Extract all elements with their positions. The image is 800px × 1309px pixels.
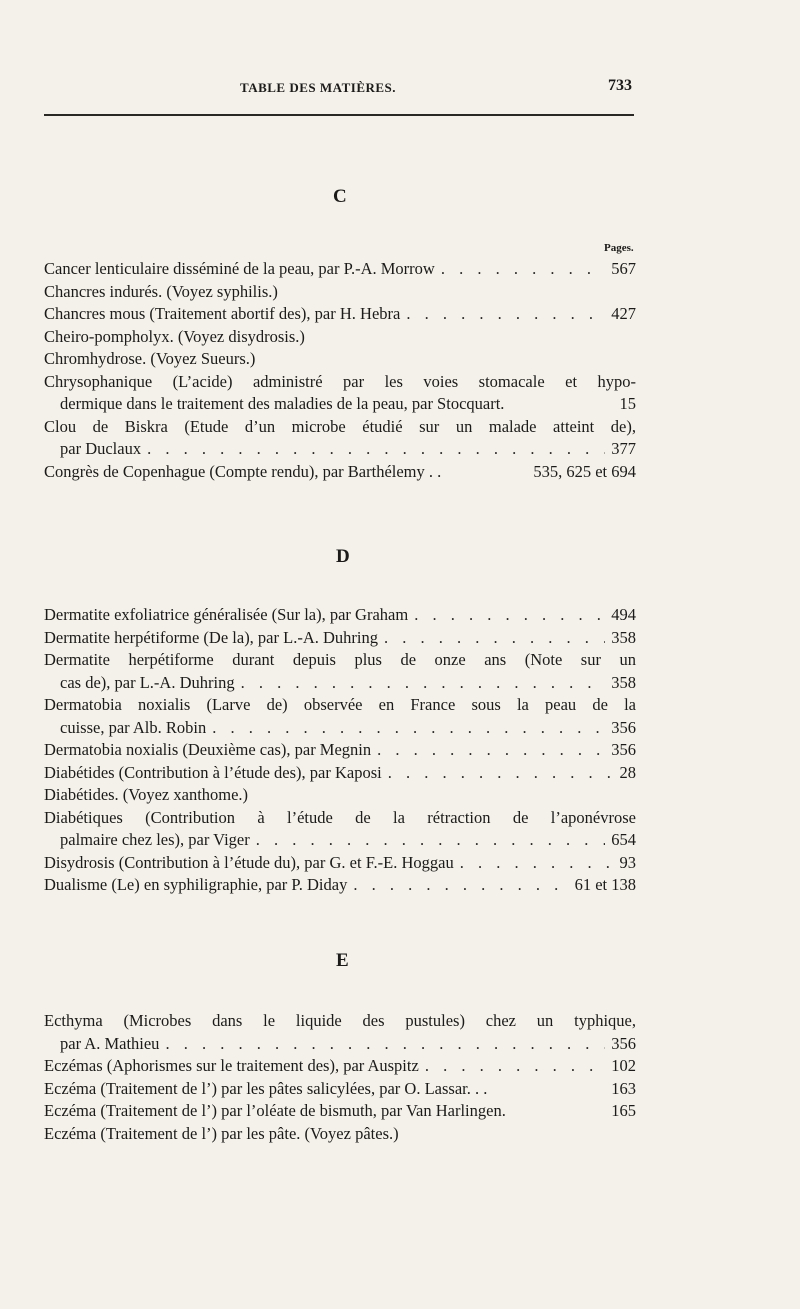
entry-page-number: 356 [611, 1033, 636, 1053]
dot-leader [256, 829, 606, 852]
section-letter-c: C [333, 186, 347, 207]
entry-text: cuisse, par Alb. Robin [60, 717, 207, 737]
dot-leader [384, 627, 605, 650]
index-entry [44, 348, 636, 371]
entry-page-number: 654 [611, 830, 636, 849]
entry-page-number: 358 [611, 627, 636, 647]
index-entry [44, 1123, 636, 1146]
entry-line [44, 371, 636, 394]
index-entry [44, 627, 636, 650]
dot-leader [441, 258, 605, 281]
entry-line [44, 326, 636, 349]
entry-line [44, 1123, 636, 1146]
section-c-entries [44, 258, 636, 483]
dot-leader [165, 1033, 605, 1056]
entry-text: Dualisme (Le) en syphiligraphie, par P. Diday [44, 875, 348, 894]
entry-text: dermique dans le traitement des maladies de la peau, par Stocquart. [60, 394, 505, 413]
entry-page-number: 93 [619, 852, 636, 872]
entry-text: Diabétides. (Voyez xanthome.) [44, 785, 249, 804]
entry-line [44, 303, 636, 326]
entry-text: Congrès de Copenhague (Compte rendu), par Barthélemy . . [44, 461, 442, 481]
entry-text: Chrysophanique (L’acide) administré par les voies stomacale et hypo- [44, 371, 636, 391]
entry-page-number: 163 [611, 1078, 636, 1098]
entry-text: Dermatobia noxialis (Deuxième cas), par Megnin [44, 740, 372, 759]
index-entry [44, 1010, 636, 1055]
entry-line [44, 852, 636, 875]
entry-page-number: 102 [611, 1056, 636, 1075]
dot-leader [414, 604, 605, 627]
entry-page-number: 494 [611, 605, 636, 624]
entry-text: Clou de Biskra (Etude d’un microbe étudié sur un malade atteint de), [44, 416, 636, 436]
entry-text: par A. Mathieu [60, 1033, 160, 1053]
running-header [44, 77, 632, 102]
entry-text: Eczéma (Traitement de l’) par les pâte. (Voyez pâtes.) [44, 1123, 399, 1143]
entry-text: par Duclaux [60, 439, 142, 458]
index-entry [44, 371, 636, 416]
entry-line [44, 1100, 636, 1123]
entry-text: Ecthyma (Microbes dans le liquide des pustules) chez un typhique, [44, 1011, 636, 1030]
entry-line [44, 461, 636, 484]
entry-page-number: 567 [611, 259, 636, 278]
entry-line [44, 649, 636, 672]
index-entry [44, 326, 636, 349]
index-entry [44, 461, 636, 484]
running-title: TABLE DES MATIÈRES. [240, 80, 397, 95]
entry-page-number: 61 et 138 [574, 875, 636, 894]
entry-line [44, 258, 636, 281]
header-rule [44, 114, 634, 116]
section-letter-d: D [336, 546, 350, 567]
entry-text: palmaire chez les), par Viger [60, 830, 250, 849]
entry-text: Dermatite herpétiforme (De la), par L.-A. Duhring [44, 627, 378, 647]
dot-leader [460, 852, 614, 875]
entry-text: Dermatobia noxialis (Larve de) observée en France sous la peau de la [44, 695, 636, 714]
entry-line [44, 672, 636, 695]
index-entry [44, 807, 636, 852]
dot-leader [241, 672, 606, 695]
entry-line [44, 717, 636, 740]
entry-line [44, 829, 636, 852]
section-letter-e: E [336, 950, 349, 971]
entry-text: Dermatite exfoliatrice généralisée (Sur la), par Graham [44, 605, 409, 624]
entry-line [44, 874, 636, 897]
dot-leader [388, 762, 614, 785]
entry-line [44, 1033, 636, 1056]
index-entry [44, 649, 636, 694]
entry-text: cas de), par L.-A. Duhring [60, 672, 235, 692]
index-entry [44, 1055, 636, 1078]
entry-page-number: 356 [611, 717, 636, 737]
index-entry [44, 852, 636, 875]
entry-text: Chromhydrose. (Voyez Sueurs.) [44, 349, 256, 368]
entry-line [44, 281, 636, 304]
entry-text: Dermatite herpétiforme durant depuis plus de onze ans (Note sur un [44, 650, 636, 669]
index-entry [44, 739, 636, 762]
index-entry [44, 258, 636, 281]
entry-text: Eczéma (Traitement de l’) par l’oléate de bismuth, par Van Harlingen. [44, 1101, 506, 1120]
entry-line [44, 416, 636, 439]
entry-text: Chancres indurés. (Voyez syphilis.) [44, 281, 278, 301]
entry-text: Eczéma (Traitement de l’) par les pâtes salicylées, par O. Lassar. . . [44, 1078, 488, 1098]
entry-line [44, 393, 636, 416]
entry-page-number: 377 [611, 439, 636, 458]
entry-page-number: 535, 625 et 694 [533, 461, 636, 481]
entry-page-number: 165 [611, 1101, 636, 1120]
section-d-entries [44, 604, 636, 897]
section-e-entries [44, 1010, 636, 1145]
dot-leader [406, 303, 605, 326]
entry-page-number: 15 [619, 394, 636, 413]
entry-page-number: 356 [611, 740, 636, 759]
index-entry [44, 416, 636, 461]
entry-line [44, 762, 636, 785]
dot-leader [353, 874, 568, 897]
entry-text: Chancres mous (Traitement abortif des), par H. Hebra [44, 304, 401, 323]
entry-page-number: 358 [611, 672, 636, 692]
dot-leader [212, 717, 605, 740]
entry-line [44, 739, 636, 762]
index-entry [44, 874, 636, 897]
entry-line [44, 438, 636, 461]
entry-line [44, 1010, 636, 1033]
index-entry [44, 1100, 636, 1123]
entry-text: Diabétides (Contribution à l’étude des), par Kaposi [44, 762, 382, 782]
dot-leader [425, 1055, 605, 1078]
entry-line [44, 1078, 636, 1101]
entry-text: Eczémas (Aphorismes sur le traitement des), par Auspitz [44, 1056, 419, 1075]
entry-line [44, 627, 636, 650]
dot-leader [377, 739, 605, 762]
index-entry [44, 281, 636, 304]
dot-leader [147, 438, 605, 461]
pages-column-label: Pages. [604, 242, 634, 254]
index-entry [44, 303, 636, 326]
entry-text: Cheiro-pompholyx. (Voyez disydrosis.) [44, 326, 305, 346]
entry-line [44, 604, 636, 627]
index-entry [44, 1078, 636, 1101]
entry-text: Diabétiques (Contribution à l’étude de la rétraction de l’aponévrose [44, 807, 636, 827]
page-number: 733 [608, 77, 632, 94]
entry-line [44, 807, 636, 830]
index-entry [44, 784, 636, 807]
entry-page-number: 427 [611, 304, 636, 323]
entry-line [44, 1055, 636, 1078]
entry-line [44, 694, 636, 717]
entry-text: Cancer lenticulaire disséminé de la peau, par P.-A. Morrow [44, 259, 435, 278]
entry-line [44, 348, 636, 371]
index-entry [44, 694, 636, 739]
index-entry [44, 604, 636, 627]
entry-page-number: 28 [619, 762, 636, 782]
entry-line [44, 784, 636, 807]
index-entry [44, 762, 636, 785]
entry-text: Disydrosis (Contribution à l’étude du), par G. et F.-E. Hoggau [44, 852, 454, 872]
